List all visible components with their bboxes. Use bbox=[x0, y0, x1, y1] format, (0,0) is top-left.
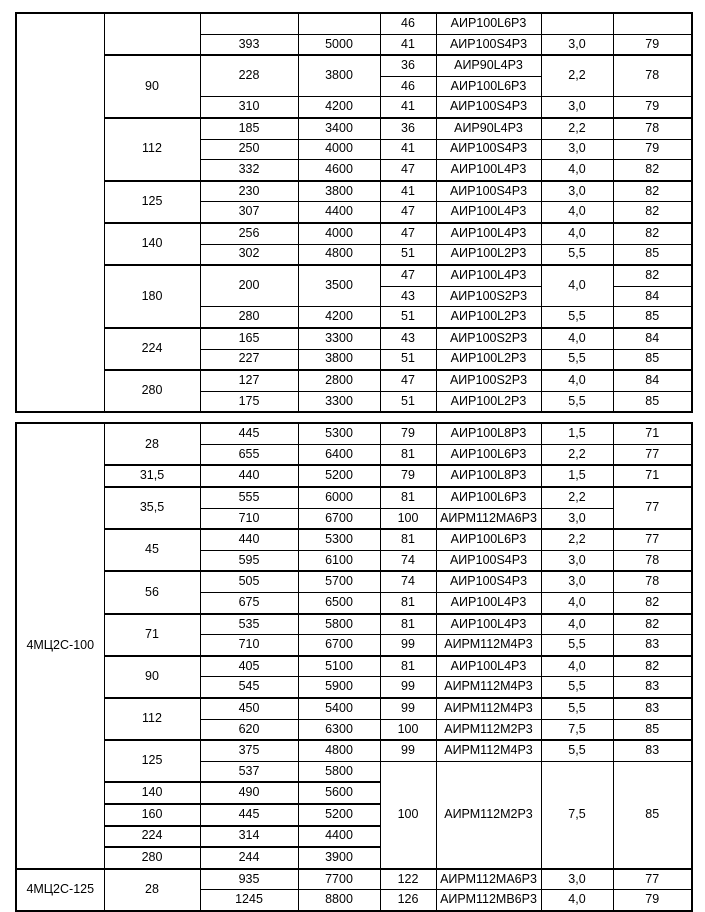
table-cell: АИР100S4Р3 bbox=[436, 139, 541, 160]
table-cell: 45 bbox=[104, 529, 200, 571]
table-cell: АИРМ112М4Р3 bbox=[436, 677, 541, 698]
table-cell: 440 bbox=[200, 529, 298, 550]
table-cell: АИР100S4Р3 bbox=[436, 97, 541, 118]
table-cell: 125 bbox=[104, 181, 200, 223]
table-cell: АИРМ112М2Р3 bbox=[436, 761, 541, 868]
table-cell: АИР100L2Р3 bbox=[436, 307, 541, 328]
table-cell: 3400 bbox=[298, 118, 380, 139]
table-cell: 90 bbox=[104, 656, 200, 698]
table-cell: 4800 bbox=[298, 244, 380, 265]
table-cell: 5,5 bbox=[541, 677, 613, 698]
table-cell: 81 bbox=[380, 529, 436, 550]
table-cell: АИР90L4Р3 bbox=[436, 55, 541, 76]
table-cell: 7,5 bbox=[541, 719, 613, 740]
table-cell: 4,0 bbox=[541, 656, 613, 677]
table-cell: 85 bbox=[613, 391, 692, 412]
table-cell: 595 bbox=[200, 550, 298, 571]
table-cell: АИР100L2Р3 bbox=[436, 349, 541, 370]
table-cell: 393 bbox=[200, 34, 298, 55]
table-cell: 112 bbox=[104, 118, 200, 181]
table-cell: АИРМ112М4Р3 bbox=[436, 635, 541, 656]
table-cell: 3,0 bbox=[541, 139, 613, 160]
table-cell: АИР100S4Р3 bbox=[436, 34, 541, 55]
table-cell: 3,0 bbox=[541, 571, 613, 592]
table-cell: 710 bbox=[200, 635, 298, 656]
table-cell: 4,0 bbox=[541, 328, 613, 349]
table-row bbox=[16, 698, 692, 719]
table-cell: 280 bbox=[104, 847, 200, 869]
table-cell: 5,5 bbox=[541, 244, 613, 265]
table-cell: 122 bbox=[380, 869, 436, 890]
table-row bbox=[16, 423, 692, 444]
table-cell: 555 bbox=[200, 487, 298, 508]
table-cell: 47 bbox=[380, 223, 436, 244]
table-cell: 180 bbox=[104, 265, 200, 328]
table-cell: 126 bbox=[380, 890, 436, 911]
table-cell: 5200 bbox=[298, 804, 380, 826]
table-cell bbox=[16, 13, 104, 412]
table-cell: 280 bbox=[104, 370, 200, 412]
table-cell: 4400 bbox=[298, 826, 380, 848]
table-cell: 41 bbox=[380, 181, 436, 202]
table-cell: 85 bbox=[613, 307, 692, 328]
table-cell: 4,0 bbox=[541, 160, 613, 181]
table-cell: 2,2 bbox=[541, 55, 613, 97]
table-cell: 230 bbox=[200, 181, 298, 202]
table-cell: 140 bbox=[104, 223, 200, 265]
table-cell: 85 bbox=[613, 719, 692, 740]
table-cell: 74 bbox=[380, 571, 436, 592]
table-cell: 81 bbox=[380, 593, 436, 614]
table-cell: 79 bbox=[613, 890, 692, 911]
table-cell: 127 bbox=[200, 370, 298, 391]
table-cell: 85 bbox=[613, 761, 692, 868]
table-cell: 227 bbox=[200, 349, 298, 370]
table-cell: 6700 bbox=[298, 635, 380, 656]
table-cell: 82 bbox=[613, 181, 692, 202]
table-cell: 140 bbox=[104, 782, 200, 804]
table-cell: 81 bbox=[380, 614, 436, 635]
table-cell: 250 bbox=[200, 139, 298, 160]
table-cell: 5600 bbox=[298, 782, 380, 804]
table-cell: 82 bbox=[613, 656, 692, 677]
table-cell: 79 bbox=[380, 465, 436, 487]
table-row bbox=[16, 55, 692, 76]
table-cell: 3900 bbox=[298, 847, 380, 869]
table-cell: 4000 bbox=[298, 223, 380, 244]
table-cell: 5900 bbox=[298, 677, 380, 698]
table-cell: 84 bbox=[613, 370, 692, 391]
table-cell: 244 bbox=[200, 847, 298, 869]
table-cell: 28 bbox=[104, 869, 200, 911]
table-cell: 77 bbox=[613, 444, 692, 465]
table-cell: 445 bbox=[200, 804, 298, 826]
table-cell: 47 bbox=[380, 265, 436, 286]
table-cell: АИР100L4Р3 bbox=[436, 614, 541, 635]
table-cell: 81 bbox=[380, 444, 436, 465]
table-cell: 6000 bbox=[298, 487, 380, 508]
table-cell: 83 bbox=[613, 677, 692, 698]
table-cell: АИРМ112МА6Р3 bbox=[436, 508, 541, 529]
table-cell: 505 bbox=[200, 571, 298, 592]
table-cell: 3800 bbox=[298, 55, 380, 97]
table-cell: 3,0 bbox=[541, 97, 613, 118]
table-cell: 3,0 bbox=[541, 550, 613, 571]
table-cell: 47 bbox=[380, 370, 436, 391]
table-cell: 77 bbox=[613, 487, 692, 529]
table-cell: 6500 bbox=[298, 593, 380, 614]
table-cell: 81 bbox=[380, 656, 436, 677]
table-cell: 4МЦ2С-125 bbox=[16, 869, 104, 911]
table-cell: 1,5 bbox=[541, 423, 613, 444]
table-cell: 82 bbox=[613, 614, 692, 635]
table-row bbox=[16, 181, 692, 202]
table-cell: 6300 bbox=[298, 719, 380, 740]
table-cell: 537 bbox=[200, 761, 298, 782]
table-cell: 5,5 bbox=[541, 307, 613, 328]
table-row bbox=[16, 328, 692, 349]
table-row bbox=[16, 223, 692, 244]
table-cell: АИР100S4Р3 bbox=[436, 550, 541, 571]
table-row bbox=[16, 465, 692, 487]
table-cell bbox=[200, 13, 298, 34]
table-cell: 46 bbox=[380, 13, 436, 34]
table-cell: 675 bbox=[200, 593, 298, 614]
table-cell: АИРМ112М2Р3 bbox=[436, 719, 541, 740]
table-cell: 56 bbox=[104, 571, 200, 613]
table-cell: 4,0 bbox=[541, 370, 613, 391]
table-cell: 43 bbox=[380, 328, 436, 349]
table-cell: 545 bbox=[200, 677, 298, 698]
table-cell: 7,5 bbox=[541, 761, 613, 868]
table-cell: АИР100L8Р3 bbox=[436, 423, 541, 444]
table-cell: 6400 bbox=[298, 444, 380, 465]
table-cell: 7700 bbox=[298, 869, 380, 890]
table-cell: АИР100L4Р3 bbox=[436, 656, 541, 677]
table-cell: 2800 bbox=[298, 370, 380, 391]
table-cell: 84 bbox=[613, 328, 692, 349]
table-cell: 6100 bbox=[298, 550, 380, 571]
table-cell: 85 bbox=[613, 244, 692, 265]
table-cell: 302 bbox=[200, 244, 298, 265]
table-cell: 5,5 bbox=[541, 740, 613, 761]
table-cell: 83 bbox=[613, 635, 692, 656]
table-cell: 51 bbox=[380, 307, 436, 328]
table-cell: 77 bbox=[613, 869, 692, 890]
table-cell: 74 bbox=[380, 550, 436, 571]
table-cell: 71 bbox=[613, 465, 692, 487]
table-cell: 490 bbox=[200, 782, 298, 804]
table-row bbox=[16, 571, 692, 592]
table-cell: 5300 bbox=[298, 529, 380, 550]
table-cell: 47 bbox=[380, 160, 436, 181]
table-cell: 445 bbox=[200, 423, 298, 444]
table-cell: 4400 bbox=[298, 202, 380, 223]
table-cell: 655 bbox=[200, 444, 298, 465]
table-cell: 100 bbox=[380, 719, 436, 740]
table-cell bbox=[104, 13, 200, 55]
table-cell: АИРМ112МВ6Р3 bbox=[436, 890, 541, 911]
table-cell: 4600 bbox=[298, 160, 380, 181]
table-cell: АИР100L4Р3 bbox=[436, 265, 541, 286]
table-cell: 185 bbox=[200, 118, 298, 139]
table-cell: АИР100S4Р3 bbox=[436, 571, 541, 592]
table-cell: 99 bbox=[380, 635, 436, 656]
table-cell: 5700 bbox=[298, 571, 380, 592]
table-cell: 2,2 bbox=[541, 118, 613, 139]
table-cell: 90 bbox=[104, 55, 200, 118]
table-row bbox=[16, 656, 692, 677]
table-cell: 3,0 bbox=[541, 181, 613, 202]
table-cell: 51 bbox=[380, 349, 436, 370]
table-cell: 78 bbox=[613, 118, 692, 139]
table-cell: 84 bbox=[613, 286, 692, 307]
table-cell: 3800 bbox=[298, 181, 380, 202]
table-cell: 47 bbox=[380, 202, 436, 223]
table-cell bbox=[541, 13, 613, 34]
table-cell: 3,0 bbox=[541, 869, 613, 890]
table-cell: 41 bbox=[380, 34, 436, 55]
table-cell: 4,0 bbox=[541, 614, 613, 635]
table-cell: 4,0 bbox=[541, 265, 613, 307]
table-cell: 1245 bbox=[200, 890, 298, 911]
table-row bbox=[16, 869, 692, 890]
table-cell: 35,5 bbox=[104, 487, 200, 529]
table-cell: АИР100L6Р3 bbox=[436, 444, 541, 465]
table-cell: 5800 bbox=[298, 761, 380, 782]
table-cell: АИР100L2Р3 bbox=[436, 244, 541, 265]
table-cell: 1,5 bbox=[541, 465, 613, 487]
table-cell: АИР100S4Р3 bbox=[436, 181, 541, 202]
table-cell: 79 bbox=[380, 423, 436, 444]
table-cell: 4800 bbox=[298, 740, 380, 761]
table-cell: 228 bbox=[200, 55, 298, 97]
table-cell: АИР100L8Р3 bbox=[436, 465, 541, 487]
table-cell: 79 bbox=[613, 34, 692, 55]
table-cell: 5300 bbox=[298, 423, 380, 444]
table-cell: 332 bbox=[200, 160, 298, 181]
table-cell: 100 bbox=[380, 508, 436, 529]
table-cell: 41 bbox=[380, 139, 436, 160]
table-cell: АИР100L6Р3 bbox=[436, 13, 541, 34]
table-cell: 79 bbox=[613, 139, 692, 160]
table-cell: 31,5 bbox=[104, 465, 200, 487]
table-cell: 83 bbox=[613, 698, 692, 719]
table-cell: 2,2 bbox=[541, 529, 613, 550]
table-cell: 71 bbox=[104, 614, 200, 656]
table-row bbox=[16, 740, 692, 761]
table-cell: 450 bbox=[200, 698, 298, 719]
table-cell: АИРМ112М4Р3 bbox=[436, 740, 541, 761]
table-cell: 3300 bbox=[298, 328, 380, 349]
table-cell: 41 bbox=[380, 97, 436, 118]
table-cell: 4200 bbox=[298, 97, 380, 118]
table-cell: 71 bbox=[613, 423, 692, 444]
table-cell: АИРМ112М4Р3 bbox=[436, 698, 541, 719]
table-cell: 51 bbox=[380, 244, 436, 265]
table-cell: 85 bbox=[613, 349, 692, 370]
table-cell: 5,5 bbox=[541, 349, 613, 370]
table-cell: 43 bbox=[380, 286, 436, 307]
table-cell: 4,0 bbox=[541, 890, 613, 911]
table-cell: АИР100L4Р3 bbox=[436, 223, 541, 244]
table-cell: АИР100S2Р3 bbox=[436, 370, 541, 391]
table-cell: 200 bbox=[200, 265, 298, 307]
table-cell: 5000 bbox=[298, 34, 380, 55]
table-cell: 314 bbox=[200, 826, 298, 848]
table-cell: АИР100L6Р3 bbox=[436, 76, 541, 97]
table-cell: 112 bbox=[104, 698, 200, 740]
table-row bbox=[16, 13, 692, 34]
table-cell: 36 bbox=[380, 55, 436, 76]
table-cell: 99 bbox=[380, 677, 436, 698]
table-cell: 99 bbox=[380, 698, 436, 719]
table-cell: 440 bbox=[200, 465, 298, 487]
table-cell: АИР100S2Р3 bbox=[436, 286, 541, 307]
table-cell: 5,5 bbox=[541, 635, 613, 656]
table-cell: АИР100L4Р3 bbox=[436, 160, 541, 181]
table-cell: 82 bbox=[613, 223, 692, 244]
table-cell: 125 bbox=[104, 740, 200, 782]
table-cell: 82 bbox=[613, 202, 692, 223]
table-cell: 4МЦ2С-100 bbox=[16, 423, 104, 868]
table-cell bbox=[298, 13, 380, 34]
table-cell: АИР100L4Р3 bbox=[436, 202, 541, 223]
table-cell: 4000 bbox=[298, 139, 380, 160]
table-row bbox=[16, 487, 692, 508]
table-cell: 83 bbox=[613, 740, 692, 761]
table-cell: 4,0 bbox=[541, 202, 613, 223]
table-cell: АИР100L2Р3 bbox=[436, 391, 541, 412]
table-cell: 77 bbox=[613, 529, 692, 550]
table-cell: 5100 bbox=[298, 656, 380, 677]
table-cell: 935 bbox=[200, 869, 298, 890]
table-cell: 51 bbox=[380, 391, 436, 412]
table-cell: 82 bbox=[613, 593, 692, 614]
table-row bbox=[16, 370, 692, 391]
table-cell: 5,5 bbox=[541, 391, 613, 412]
table-cell: 8800 bbox=[298, 890, 380, 911]
table-cell: 620 bbox=[200, 719, 298, 740]
table-cell: 2,2 bbox=[541, 487, 613, 508]
table-row bbox=[16, 529, 692, 550]
table-cell: АИР100L6Р3 bbox=[436, 487, 541, 508]
table-cell: 375 bbox=[200, 740, 298, 761]
table-cell: 4200 bbox=[298, 307, 380, 328]
table-row bbox=[16, 265, 692, 286]
table-cell: 28 bbox=[104, 423, 200, 465]
table-cell: 100 bbox=[380, 761, 436, 868]
table-cell: 4,0 bbox=[541, 223, 613, 244]
table-cell: 78 bbox=[613, 550, 692, 571]
table-cell: 82 bbox=[613, 265, 692, 286]
table-cell: 5200 bbox=[298, 465, 380, 487]
table-cell: 6700 bbox=[298, 508, 380, 529]
table-cell: 82 bbox=[613, 160, 692, 181]
table-cell: 224 bbox=[104, 826, 200, 848]
table-cell: 3800 bbox=[298, 349, 380, 370]
table-cell: 280 bbox=[200, 307, 298, 328]
table-cell: 79 bbox=[613, 97, 692, 118]
table-cell: АИР100L4Р3 bbox=[436, 593, 541, 614]
table-cell: АИРМ112МА6Р3 bbox=[436, 869, 541, 890]
table-cell: АИР100L6Р3 bbox=[436, 529, 541, 550]
table-cell: АИР90L4Р3 bbox=[436, 118, 541, 139]
table-cell: 78 bbox=[613, 571, 692, 592]
table-cell: 81 bbox=[380, 487, 436, 508]
table-cell: 535 bbox=[200, 614, 298, 635]
gearmotor-spec-table-continued bbox=[15, 12, 693, 413]
table-cell: 710 bbox=[200, 508, 298, 529]
table-cell: 224 bbox=[104, 328, 200, 370]
table-row bbox=[16, 614, 692, 635]
table-cell bbox=[613, 13, 692, 34]
table-cell: 3,0 bbox=[541, 508, 613, 529]
table-cell: 160 bbox=[104, 804, 200, 826]
table-cell: 2,2 bbox=[541, 444, 613, 465]
table-cell: 3,0 bbox=[541, 34, 613, 55]
table-row bbox=[16, 118, 692, 139]
table-cell: 78 bbox=[613, 55, 692, 97]
table-cell: АИР100S2Р3 bbox=[436, 328, 541, 349]
table-cell: 307 bbox=[200, 202, 298, 223]
table-cell: 46 bbox=[380, 76, 436, 97]
table-cell: 4,0 bbox=[541, 593, 613, 614]
table-cell: 256 bbox=[200, 223, 298, 244]
table-cell: 310 bbox=[200, 97, 298, 118]
table-cell: 405 bbox=[200, 656, 298, 677]
table-cell: 5,5 bbox=[541, 698, 613, 719]
table-cell: 99 bbox=[380, 740, 436, 761]
gearmotor-spec-table-4mc2s-100-125 bbox=[15, 422, 693, 912]
table-cell: 165 bbox=[200, 328, 298, 349]
table-cell: 3300 bbox=[298, 391, 380, 412]
table-cell: 36 bbox=[380, 118, 436, 139]
table-cell: 3500 bbox=[298, 265, 380, 307]
table-cell: 175 bbox=[200, 391, 298, 412]
table-cell: 5400 bbox=[298, 698, 380, 719]
table-cell: 5800 bbox=[298, 614, 380, 635]
